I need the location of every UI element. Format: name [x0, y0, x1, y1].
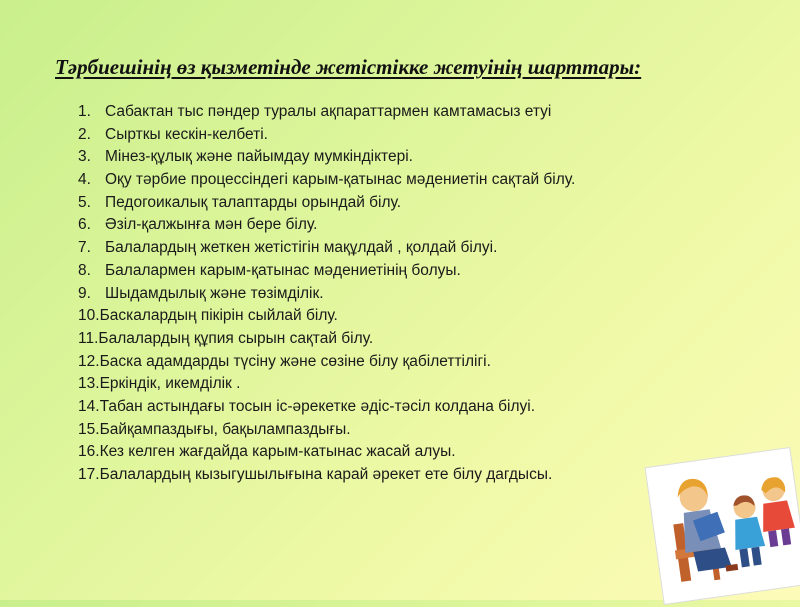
- list-item: [78, 124, 575, 147]
- conditions-list: [78, 101, 575, 487]
- list-item-number: 10.: [78, 307, 100, 325]
- list-item-number: 11.: [78, 329, 99, 347]
- list-item: [78, 351, 575, 374]
- slide-title: Тәрбиешінің өз қызметінде жетістікке жетуінің шарттары:: [55, 55, 642, 79]
- list-item-text: Балалардың жеткен жетістігін мақұлдай , қолдай білуі.: [105, 239, 498, 257]
- list-item-text: Әзіл-қалжынға мән бере білу.: [105, 216, 318, 234]
- list-item-text: Шыдамдылық және төзімділік.: [105, 284, 324, 302]
- list-item: [78, 214, 575, 237]
- list-item-text: Байқампаздығы, бақылампаздығы.: [99, 420, 351, 438]
- list-item: [78, 396, 575, 419]
- list-item-number: 1.: [78, 103, 91, 120]
- list-item-number: 12.: [78, 352, 100, 370]
- list-item-text: Балалардың құпия сырын сақтай білу.: [98, 329, 374, 347]
- list-item-number: 5.: [78, 193, 91, 211]
- list-item-number: 16.: [78, 443, 100, 461]
- list-item-text: Балалармен карым-қатынас мәдениетінің болуы.: [105, 261, 461, 279]
- list-item: [78, 305, 575, 328]
- list-item-text: Еркіндік, икемділік .: [99, 375, 241, 393]
- list-item-text: Табан астындағы тосын іс-әрекетке әдіс-тәсіл колдана білуі.: [99, 397, 536, 415]
- list-item: [78, 328, 575, 351]
- list-item-text: Сырткы кескін-келбеті.: [105, 125, 268, 143]
- list-item-number: 6.: [78, 216, 91, 234]
- list-item-number: 13.: [78, 375, 100, 393]
- list-item-text: Баска адамдарды түсіну және сөзіне білу қабілеттілігі.: [99, 352, 491, 370]
- list-item-number: 8.: [78, 261, 91, 279]
- list-item-text: Педогоикалық талаптарды орындай білу.: [105, 193, 402, 211]
- list-item: [78, 101, 575, 124]
- list-item-number: 3.: [78, 148, 91, 166]
- list-item-number: 7.: [78, 239, 91, 257]
- list-item-text: Мінез-құлық және пайымдау мумкіндіктері.: [105, 148, 413, 166]
- list-item-number: 4.: [78, 171, 91, 189]
- list-item: [78, 260, 575, 283]
- list-item-text: Сабактан тыс пәндер туралы ақпараттармен камтамасыз етуі: [105, 103, 552, 120]
- list-item: [78, 419, 575, 442]
- list-item: [78, 237, 575, 260]
- list-item: [78, 169, 575, 192]
- list-item-number: 15.: [78, 420, 100, 438]
- list-item: [78, 146, 575, 169]
- list-item-number: 14.: [78, 397, 100, 415]
- list-item-number: 9.: [78, 284, 91, 302]
- list-item-text: Балалардың кызыгушылығына карай әрекет ете білу дагдысы.: [99, 466, 553, 483]
- list-item: [78, 283, 575, 306]
- teacher-children-illustration: [643, 445, 800, 606]
- list-item-text: Оқу тәрбие процессіндегі карым-қатынас мәдениетін сақтай білу.: [105, 171, 576, 189]
- list-item: [78, 192, 575, 215]
- list-item-number: 17.: [78, 466, 100, 483]
- list-item-text: Баскалардың пікірін сыйлай білу.: [99, 307, 338, 325]
- list-item-text: Кез келген жағдайда карым-катынас жасай алуы.: [99, 443, 456, 461]
- list-item: [78, 441, 575, 464]
- list-item: [78, 373, 575, 396]
- list-item: [78, 464, 575, 487]
- list-item-number: 2.: [78, 125, 91, 143]
